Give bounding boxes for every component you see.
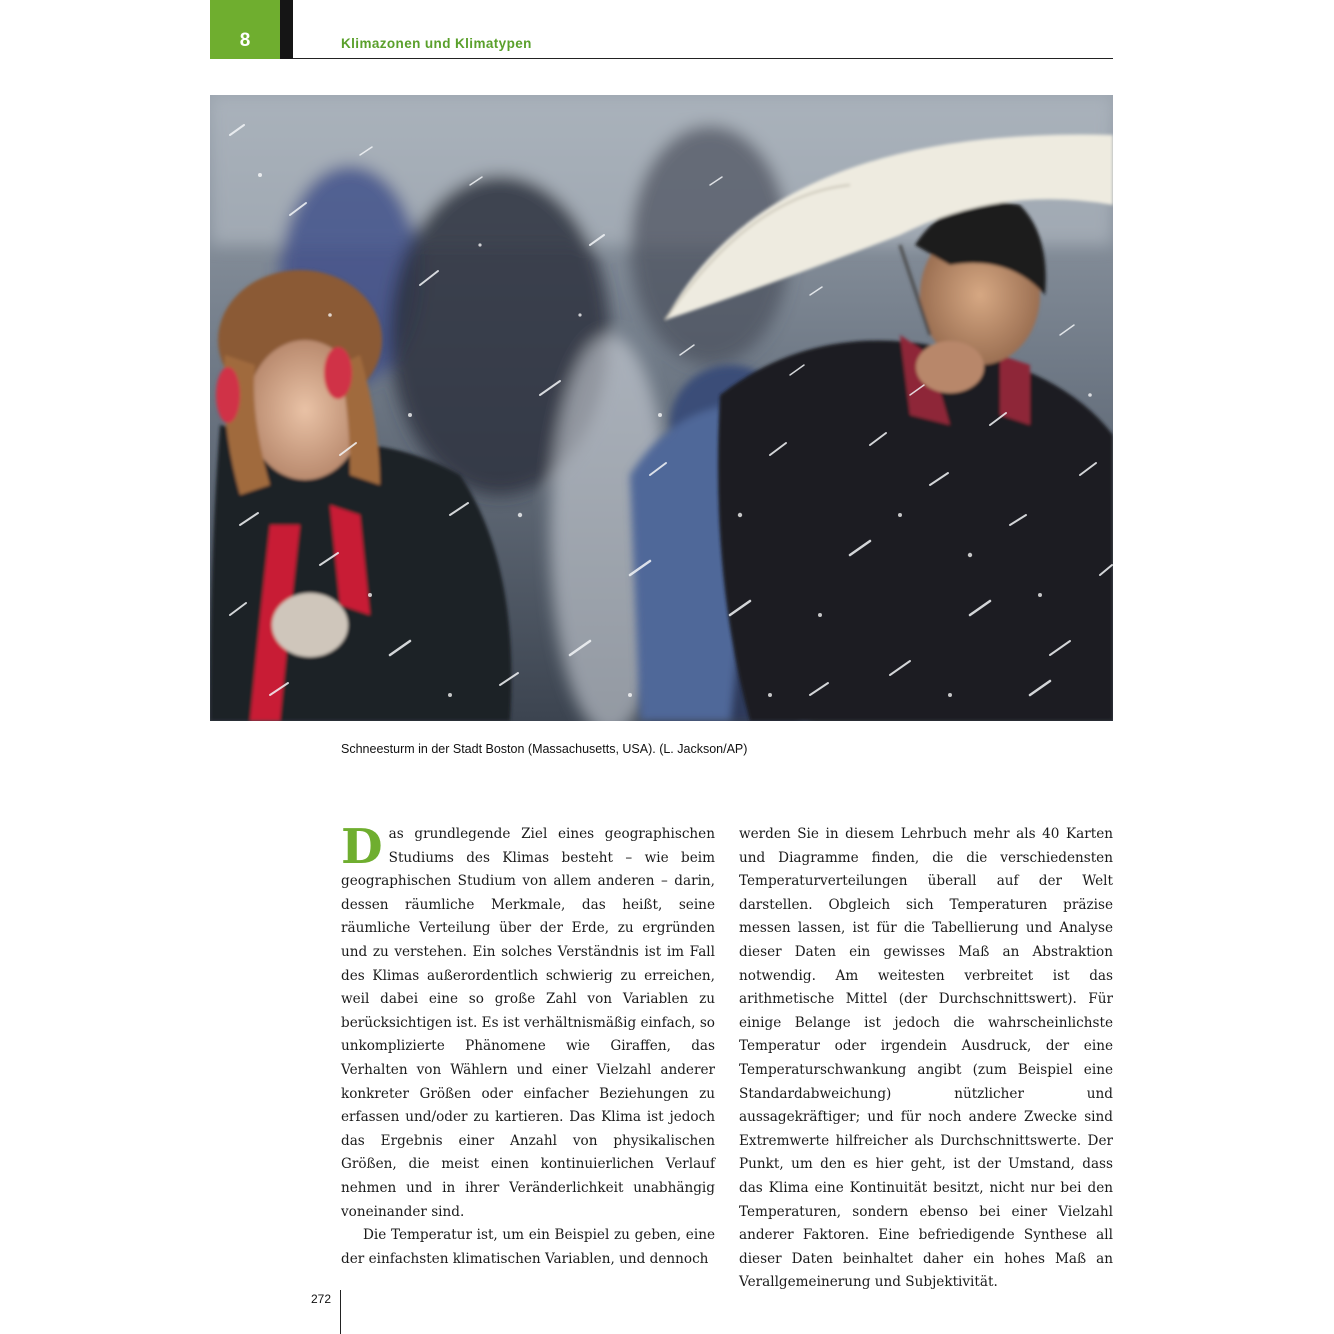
header-rule [293,58,1113,59]
text-column-left [341,819,715,1271]
chapter-marker-bar [280,0,293,59]
paragraph-1-text: as grundlegende Ziel eines geographischen Studiums des Klimas besteht – wie beim geographischen Studium von allem anderen – darin, dessen räumliche Merkmale, das heißt, seine räumliche Verteilung über der Erde, zu ergründen und zu verstehen. Ein solches Verständnis ist im Fall des Klimas außerordentlich schwierig zu erreichen, weil dabei eine so große Zahl von Variablen zu berücksichtigen ist. Es ist verhältnismäßig einfach, so unkomplizierte Phänomene wie Giraffen, das Verhalten von Wählern und einer Vielzahl anderer konkreter Größen oder einfacher Beziehungen zu erfassen und/oder zu kartieren. Das Klima ist jedoch das Ergebnis einer Anzahl von physikalischen Größen, die meist einen kontinuierlichen Verlauf nehmen und in ihrer Veränderlichkeit unabhängig voneinander sind. [341,826,715,1220]
text-column-right [739,823,1113,1295]
snowstorm-photo-illustration [210,95,1113,721]
page-number-rule [340,1290,341,1334]
chapter-number-box [210,0,280,59]
paragraph-2-start: Die Temperatur ist, um ein Beispiel zu geben, eine der einfachsten klimatischen Variablen, und dennoch [341,1227,715,1267]
running-header-title: Klimazonen und Klimatypen [341,36,532,51]
paragraph-2-continued: werden Sie in diesem Lehrbuch mehr als 40 Karten und Diagramme finden, die die verschiedensten Temperaturverteilungen überall auf der Welt darstellen. Obgleich sich Temperaturen präzise messen lassen, ist für die Tabellierung und Analyse dieser Daten ein gewisses Maß an Abstraktion notwendig. Am weitesten verbreitet ist das arithmetische Mittel (der Durchschnittswert). Für einige Belange ist jedoch die wahrscheinlichste Temperatur oder irgendein Ausdruck, der eine Temperaturschwankung angibt (zum Beispiel eine Standardabweichung) nützlicher und aussagekräftiger; und für noch andere Zwecke sind Extremwerte hilfreicher als Durchschnittswerte. Der Punkt, um den es hier geht, ist der Umstand, dass das Klima eine Kontinuität besitzt, nicht nur bei den Temperaturen, sondern ebenso bei einer Vielzahl anderer Faktoren. Eine befriedigende Synthese all dieser Daten beinhaltet daher ein hohes Maß an Verallgemeinerung und Subjektivität. [739,826,1113,1291]
chapter-number: 8 [239,30,251,51]
snowstorm-photo [210,95,1113,721]
drop-cap: D [341,819,383,875]
page-number: 272 [311,1292,332,1306]
paragraph-1 [341,819,715,1224]
photo-caption: Schneesturm in der Stadt Boston (Massachusetts, USA). (L. Jackson/AP) [341,742,748,756]
